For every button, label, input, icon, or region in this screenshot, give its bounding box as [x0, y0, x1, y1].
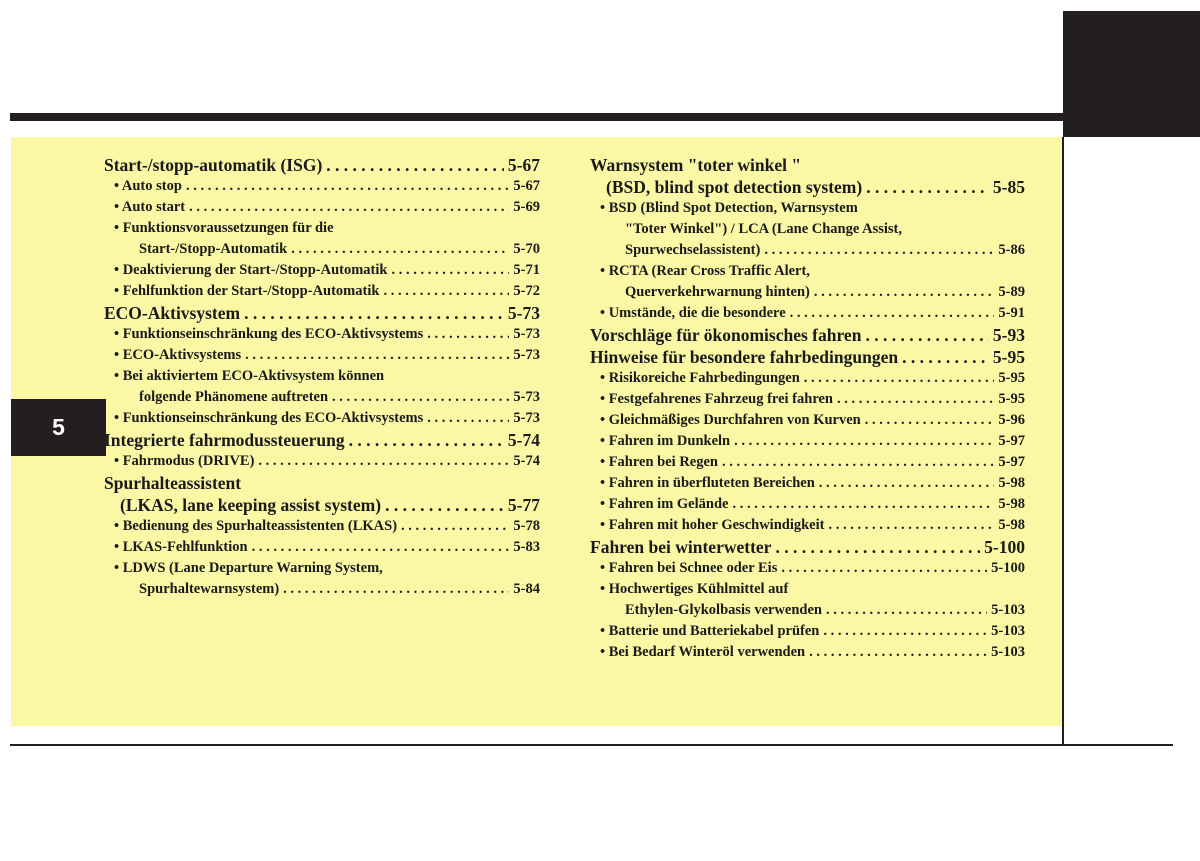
leader-dots	[804, 368, 995, 389]
leader-dots	[732, 494, 994, 515]
page-number: 5-95	[998, 370, 1025, 386]
leader-dots	[349, 429, 504, 451]
page-number: 5-100	[984, 537, 1025, 557]
entry-label: • Fahren in überfluteten Bereichen	[600, 475, 815, 491]
entry-label: (LKAS, lane keeping assist system)	[120, 495, 382, 515]
toc-section-entry[interactable]	[104, 472, 540, 494]
entry-label: Spurhaltewarnsystem)	[139, 581, 280, 597]
top-rule	[10, 113, 1065, 121]
leader-dots	[764, 240, 994, 261]
entry-label: • Fehlfunktion der Start-/Stopp-Automatik	[114, 283, 380, 299]
toc-section-entry[interactable]	[590, 346, 1025, 368]
entry-label: • Fahrmodus (DRIVE)	[114, 453, 255, 469]
entry-label: Fahren bei winterwetter	[590, 537, 772, 557]
entry-label: • Deaktivierung der Start-/Stopp-Automatik	[114, 262, 388, 278]
page-number: 5-103	[991, 602, 1025, 618]
leader-dots	[828, 515, 994, 536]
leader-dots	[391, 260, 509, 281]
entry-label: Warnsystem "toter winkel "	[590, 155, 802, 175]
toc-subentry[interactable]	[590, 431, 1025, 452]
toc-section-entry[interactable]	[104, 302, 540, 324]
chapter-tab	[11, 399, 106, 456]
page-number: 5-67	[513, 178, 540, 194]
leader-dots	[385, 494, 504, 516]
leader-dots	[252, 537, 510, 558]
entry-label: • Hochwertiges Kühlmittel auf	[600, 581, 789, 597]
toc-section-entry[interactable]	[104, 494, 540, 516]
page-number: 5-77	[507, 495, 540, 515]
leader-dots	[291, 239, 509, 260]
entry-label: • Bei Bedarf Winteröl verwenden	[600, 644, 806, 660]
leader-dots	[427, 408, 509, 429]
entry-label: Integrierte fahrmodussteuerung	[104, 430, 345, 450]
toc-subentry[interactable]	[590, 515, 1025, 536]
page-number: 5-98	[998, 475, 1025, 491]
toc-subentry[interactable]	[590, 389, 1025, 410]
leader-dots	[722, 452, 994, 473]
corner-block	[1063, 11, 1200, 137]
page-number: 5-93	[992, 325, 1025, 345]
entry-label: • Funktionseinschränkung des ECO-Aktivsystems	[114, 410, 424, 426]
entry-label: • Fahren mit hoher Geschwindigkeit	[600, 517, 825, 533]
entry-label: • Auto start	[114, 199, 186, 215]
entry-label: Spurhalteassistent	[104, 473, 242, 493]
page-number: 5-73	[507, 303, 540, 323]
toc-subentry[interactable]	[104, 281, 540, 302]
entry-label: • LDWS (Lane Departure Warning System,	[114, 560, 383, 576]
page-number: 5-103	[991, 623, 1025, 639]
toc-left-column	[104, 154, 540, 600]
page-number: 5-69	[513, 199, 540, 215]
entry-label: ECO-Aktivsystem	[104, 303, 241, 323]
toc-section-entry[interactable]	[590, 324, 1025, 346]
leader-dots	[865, 410, 995, 431]
leader-dots	[781, 558, 987, 579]
toc-subentry[interactable]	[104, 324, 540, 345]
toc-section-entry[interactable]	[590, 536, 1025, 558]
toc-subentry[interactable]	[590, 642, 1025, 663]
leader-dots	[401, 516, 509, 537]
entry-label: Start-/stopp-automatik (ISG)	[104, 155, 323, 175]
page-number: 5-74	[513, 453, 540, 469]
toc-section-entry[interactable]	[104, 154, 540, 176]
leader-dots	[245, 345, 509, 366]
toc-subentry[interactable]	[590, 282, 1025, 303]
page-number: 5-78	[513, 518, 540, 534]
leader-dots	[837, 389, 994, 410]
toc-subentry[interactable]	[104, 537, 540, 558]
leader-dots	[826, 600, 987, 621]
toc-subentry[interactable]	[590, 600, 1025, 621]
entry-label: Querverkehrwarnung hinten)	[625, 284, 810, 300]
toc-subentry[interactable]	[104, 218, 540, 239]
toc-subentry[interactable]	[104, 451, 540, 472]
page-number: 5-73	[513, 389, 540, 405]
page-number: 5-98	[998, 496, 1025, 512]
leader-dots	[819, 473, 995, 494]
bottom-rule	[10, 744, 1173, 746]
toc-subentry[interactable]	[104, 239, 540, 260]
leader-dots	[809, 642, 987, 663]
entry-label: • LKAS-Fehlfunktion	[114, 539, 248, 555]
toc-subentry[interactable]	[590, 198, 1025, 219]
page-number: 5-71	[513, 262, 540, 278]
entry-label: • Fahren bei Regen	[600, 454, 718, 470]
page-number: 5-70	[513, 241, 540, 257]
entry-label: folgende Phänomene auftreten	[139, 389, 329, 405]
toc-section-entry[interactable]	[104, 429, 540, 451]
page-number: 5-72	[513, 283, 540, 299]
entry-label: • Fahren im Dunkeln	[600, 433, 731, 449]
entry-label: • Fahren bei Schnee oder Eis	[600, 560, 778, 576]
toc-subentry[interactable]	[104, 516, 540, 537]
leader-dots	[383, 281, 509, 302]
page-number: 5-89	[998, 284, 1025, 300]
toc-subentry[interactable]	[104, 387, 540, 408]
entry-label: • Risikoreiche Fahrbedingungen	[600, 370, 800, 386]
page-number: 5-84	[513, 581, 540, 597]
toc-subentry[interactable]	[104, 579, 540, 600]
leader-dots	[332, 387, 509, 408]
entry-label: • Bedienung des Spurhalteassistenten (LKAS)	[114, 518, 398, 534]
page-number: 5-73	[513, 326, 540, 342]
leader-dots	[186, 176, 509, 197]
toc-subentry[interactable]	[104, 345, 540, 366]
entry-label: • RCTA (Rear Cross Traffic Alert,	[600, 263, 810, 279]
leader-dots	[189, 197, 509, 218]
toc-subentry[interactable]	[590, 579, 1025, 600]
leader-dots	[775, 536, 980, 558]
page-number: 5-85	[992, 177, 1025, 197]
page-number: 5-97	[998, 433, 1025, 449]
toc-section-entry[interactable]	[590, 176, 1025, 198]
page-number: 5-67	[507, 155, 540, 175]
entry-label: • ECO-Aktivsystems	[114, 347, 242, 363]
entry-label: • Festgefahrenes Fahrzeug frei fahren	[600, 391, 833, 407]
toc-subentry[interactable]	[104, 260, 540, 281]
leader-dots	[823, 621, 987, 642]
page-number: 5-95	[998, 391, 1025, 407]
entry-label: • Funktionsvoraussetzungen für die	[114, 220, 334, 236]
toc-subentry[interactable]	[590, 473, 1025, 494]
entry-label: • Batterie und Batteriekabel prüfen	[600, 623, 820, 639]
leader-dots	[865, 324, 988, 346]
leader-dots	[326, 154, 504, 176]
entry-label: Spurwechselassistent)	[625, 242, 761, 258]
page-number: 5-86	[998, 242, 1025, 258]
toc-subentry[interactable]	[104, 558, 540, 579]
page-number: 5-95	[992, 347, 1025, 367]
entry-label: • Auto stop	[114, 178, 182, 194]
leader-dots	[902, 346, 989, 368]
toc-subentry[interactable]	[590, 303, 1025, 324]
page-number: 5-103	[991, 644, 1025, 660]
entry-label: "Toter Winkel") / LCA (Lane Change Assist,	[625, 221, 903, 237]
toc-subentry[interactable]	[590, 219, 1025, 240]
page-number: 5-96	[998, 412, 1025, 428]
toc-subentry[interactable]	[590, 240, 1025, 261]
toc-subentry[interactable]	[590, 452, 1025, 473]
entry-label: Start-/Stopp-Automatik	[139, 241, 288, 257]
toc-subentry[interactable]	[104, 366, 540, 387]
page-number: 5-98	[998, 517, 1025, 533]
toc-subentry[interactable]	[590, 410, 1025, 431]
entry-label: Vorschläge für ökonomisches fahren	[590, 325, 862, 345]
toc-subentry[interactable]	[104, 176, 540, 197]
leader-dots	[734, 431, 994, 452]
entry-label: (BSD, blind spot detection system)	[606, 177, 863, 197]
toc-subentry[interactable]	[104, 408, 540, 429]
toc-subentry[interactable]	[590, 558, 1025, 579]
leader-dots	[427, 324, 509, 345]
chapter-number: 5	[52, 414, 65, 440]
entry-label: • Gleichmäßiges Durchfahren von Kurven	[600, 412, 861, 428]
page-number: 5-100	[991, 560, 1025, 576]
toc-right-column	[590, 154, 1025, 663]
entry-label: • Bei aktiviertem ECO-Aktivsystem können	[114, 368, 385, 384]
entry-label: • BSD (Blind Spot Detection, Warnsystem	[600, 200, 858, 216]
leader-dots	[814, 282, 995, 303]
entry-label: Ethylen-Glykolbasis verwenden	[625, 602, 822, 618]
page-number: 5-91	[998, 305, 1025, 321]
toc-subentry[interactable]	[590, 494, 1025, 515]
toc-subentry[interactable]	[590, 621, 1025, 642]
page-number: 5-73	[513, 410, 540, 426]
leader-dots	[866, 176, 989, 198]
toc-subentry[interactable]	[590, 261, 1025, 282]
entry-label: • Funktionseinschränkung des ECO-Aktivsystems	[114, 326, 424, 342]
page-number: 5-97	[998, 454, 1025, 470]
leader-dots	[258, 451, 509, 472]
leader-dots	[244, 302, 504, 324]
leader-dots	[283, 579, 509, 600]
leader-dots	[790, 303, 995, 324]
toc-section-entry[interactable]	[590, 154, 1025, 176]
entry-label: • Umstände, die die besondere	[600, 305, 786, 321]
entry-label: Hinweise für besondere fahrbedingungen	[590, 347, 899, 367]
page-number: 5-73	[513, 347, 540, 363]
toc-subentry[interactable]	[590, 368, 1025, 389]
page-number: 5-74	[507, 430, 540, 450]
page-number: 5-83	[513, 539, 540, 555]
toc-subentry[interactable]	[104, 197, 540, 218]
side-line	[1062, 137, 1064, 745]
entry-label: • Fahren im Gelände	[600, 496, 729, 512]
